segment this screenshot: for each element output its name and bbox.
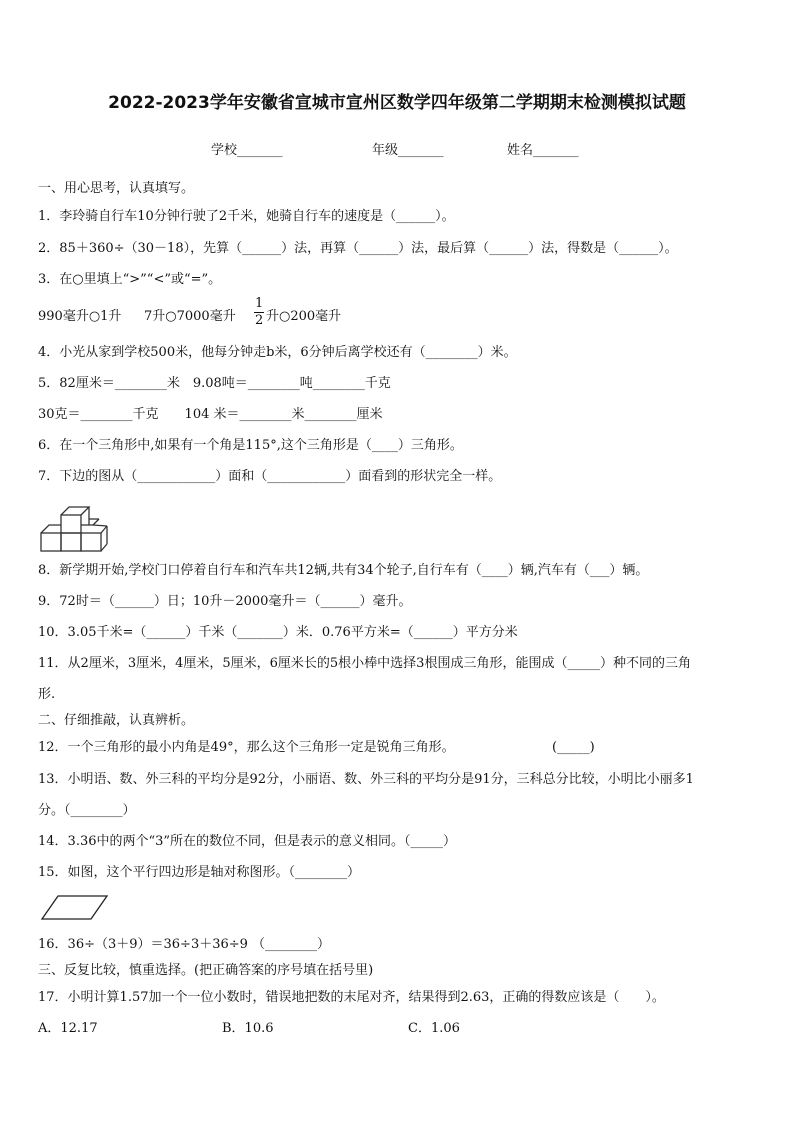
question-14: 14．3.36中的两个“3”所在的数位不同，但是表示的意义相同。（_____） [38,834,457,849]
fraction-numerator: 1 [255,296,264,311]
name-field[interactable]: 姓名_______ [507,143,579,158]
question-6: 6．在一个三角形中,如果有一个角是115°,这个三角形是（____）三角形。 [38,438,463,453]
question-11-line-1: 11．从2厘米，3厘米，4厘米，5厘米，6厘米长的5根小棒中选择3根围成三角形，能围成（_____）种不同的三角 [38,656,691,671]
option-c[interactable]: C．1.06 [408,1021,460,1036]
question-15: 15．如图，这个平行四边形是轴对称图形。（________） [38,865,361,880]
q3-fraction [254,296,264,329]
question-4: 4．小光从家到学校500米，他每分钟走b米，6分钟后离学校还有（________）米。 [38,345,517,360]
question-2: 2．85＋360÷（30－18），先算（______）法，再算（______）法，最后算（______）法，得数是（______）。 [38,241,678,256]
question-7: 7．下边的图从（____________）面和（____________）面看到的形状完全一样。 [38,469,502,484]
question-11-line-2: 形. [38,687,56,702]
question-12-text: 12．一个三角形的最小内角是49°，那么这个三角形一定是锐角三角形。 [38,740,455,755]
option-a[interactable]: A．12.17 [38,1021,98,1036]
question-16: 16．36÷（3＋9）＝36÷3＋36÷9 （________） [38,937,331,952]
question-12-answer-paren: (_____) [552,740,595,755]
question-13-line-1: 13．小明语、数、外三科的平均分是92分，小丽语、数、外三科的平均分是91分，三科总分比较，小明比小丽多1 [38,772,694,787]
question-5-line-1: 5．82厘米＝________米 9.08吨＝________吨________千克 [38,376,391,391]
grade-field[interactable]: 年级_______ [372,143,444,158]
page-title: 2022-2023学年安徽省宣城市宣州区数学四年级第二学期期末检测模拟试题 [108,93,686,113]
question-5-line-2: 30克＝________千克 104 米＝________米________厘米 [38,407,383,422]
question-8: 8．新学期开始,学校门口停着自行车和汽车共12辆,共有34个轮子,自行车有（____）辆,汽车有（___）辆。 [38,563,649,578]
section-2-heading: 二、仔细推敲，认真辨析。 [38,713,195,728]
option-b[interactable]: B．10.6 [222,1021,274,1036]
q3-item-b: 7升○7000毫升 [144,309,236,324]
question-3: 3．在○里填上“>”“<”或“=”。 [38,272,222,287]
section-3-heading: 三、反复比较，慎重选择。(把正确答案的序号填在括号里) [38,963,374,978]
question-12 [38,740,758,756]
question-1: 1．李玲骑自行车10分钟行驶了2千米，她骑自行车的速度是（______）。 [38,209,455,224]
school-field[interactable]: 学校_______ [211,143,283,158]
parallelogram-figure [40,893,110,923]
q3-item-c: 升○200毫升 [266,309,342,324]
fraction-denominator: 2 [255,313,264,328]
question-9: 9．72时＝（______）日；10升－2000毫升＝（______）毫升。 [38,594,412,609]
question-17: 17．小明计算1.57加一个一位小数时，错误地把数的末尾对齐，结果得到2.63，正确的得数应该是（ ）。 [38,990,665,1005]
section-1-heading: 一、用心思考，认真填写。 [38,181,195,196]
question-13-line-2: 分。（________） [38,803,136,818]
question-10: 10．3.05千米=（______）千米（_______）米．0.76平方米=（______）平方分米 [38,625,518,640]
stacked-cubes-figure [38,498,108,558]
q3-item-a: 990毫升○1升 [38,309,122,324]
